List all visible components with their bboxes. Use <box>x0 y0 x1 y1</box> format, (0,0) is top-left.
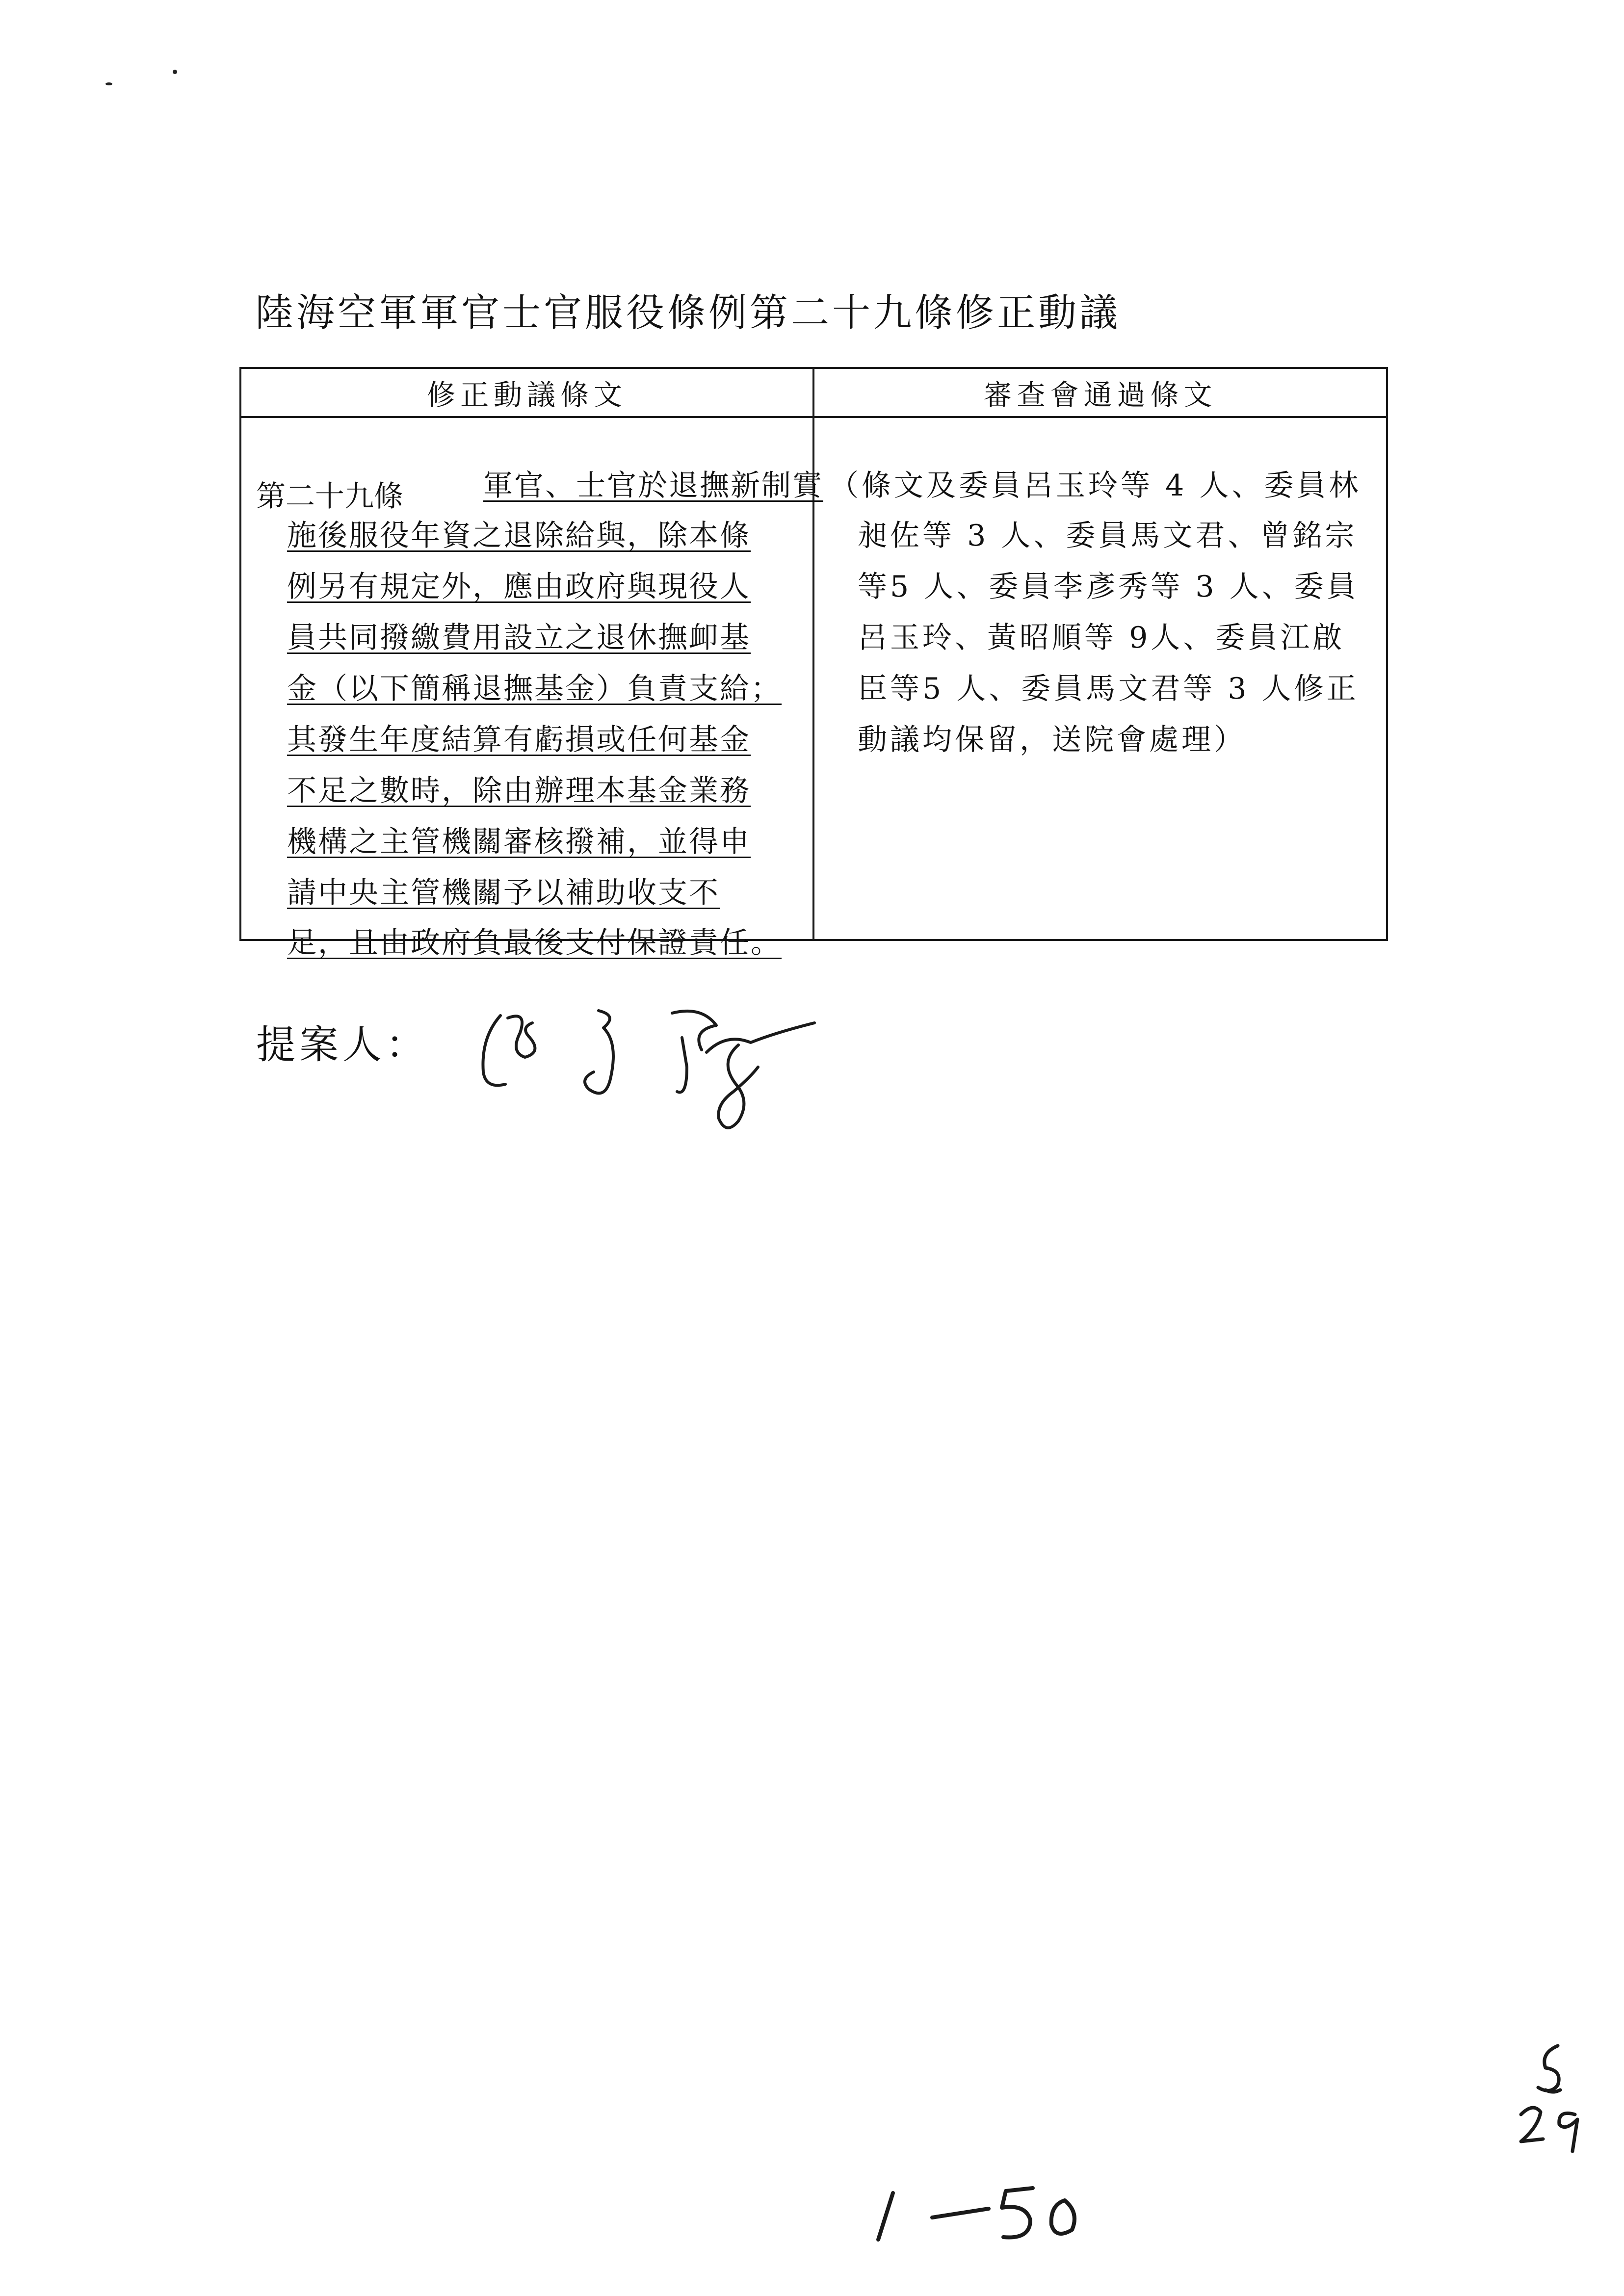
amendment-line: 機構之主管機關審核撥補，並得申 <box>287 825 751 859</box>
page-number-drawing <box>864 2178 1099 2252</box>
proposer-label: 提案人： <box>256 1022 429 1068</box>
amendment-cell <box>240 417 823 960</box>
article-label: 第二十九條 <box>256 479 403 514</box>
document-title: 陸海空軍軍官士官服役條例第二十九條修正動議 <box>255 291 1121 335</box>
approved-line: 動議均保留，送院會處理） <box>858 723 1246 757</box>
scan-speck <box>173 70 177 74</box>
approved-line: 等5 人、委員李彥秀等 3 人、委員 <box>858 570 1359 604</box>
amendment-line: 其發生年度結算有虧損或任何基金 <box>287 723 751 757</box>
amendment-line: 施後服役年資之退除給與，除本條 <box>287 519 751 553</box>
signature-drawing <box>471 979 854 1141</box>
motion-comparison-table <box>239 367 1388 960</box>
amendment-line: 軍官、士官於退撫新制實 <box>483 469 823 503</box>
header-approved-text: 審查會通過條文 <box>813 368 1387 417</box>
approved-line: （條文及委員呂玉玲等 4 人、委員林 <box>829 469 1362 503</box>
amendment-line: 例另有規定外，應由政府與現役人 <box>287 570 751 604</box>
amendment-line: 金（以下簡稱退撫基金）負責支給； <box>287 672 782 706</box>
header-amendment-text: 修正動議條文 <box>240 368 813 417</box>
approved-line: 昶佐等 3 人、委員馬文君、曾銘宗 <box>858 519 1358 553</box>
amendment-line: 足，且由政府負最後支付保證責任。 <box>287 926 782 960</box>
amendment-line: 請中央主管機關予以補助收支不 <box>287 876 720 910</box>
amendment-line: 不足之數時，除由辦理本基金業務 <box>287 774 751 808</box>
approved-line: 呂玉玲、黃昭順等 9人、委員江啟 <box>858 621 1345 655</box>
handwritten-page-marks <box>1511 2041 1595 2156</box>
handwritten-page-number <box>864 2178 1099 2254</box>
page-mark-drawing <box>1511 2041 1595 2154</box>
amendment-line: 員共同撥繳費用設立之退休撫卹基 <box>287 621 751 655</box>
approved-line: 臣等5 人、委員馬文君等 3 人修正 <box>858 672 1359 706</box>
scan-speck <box>105 82 112 85</box>
approved-cell <box>813 417 1387 940</box>
